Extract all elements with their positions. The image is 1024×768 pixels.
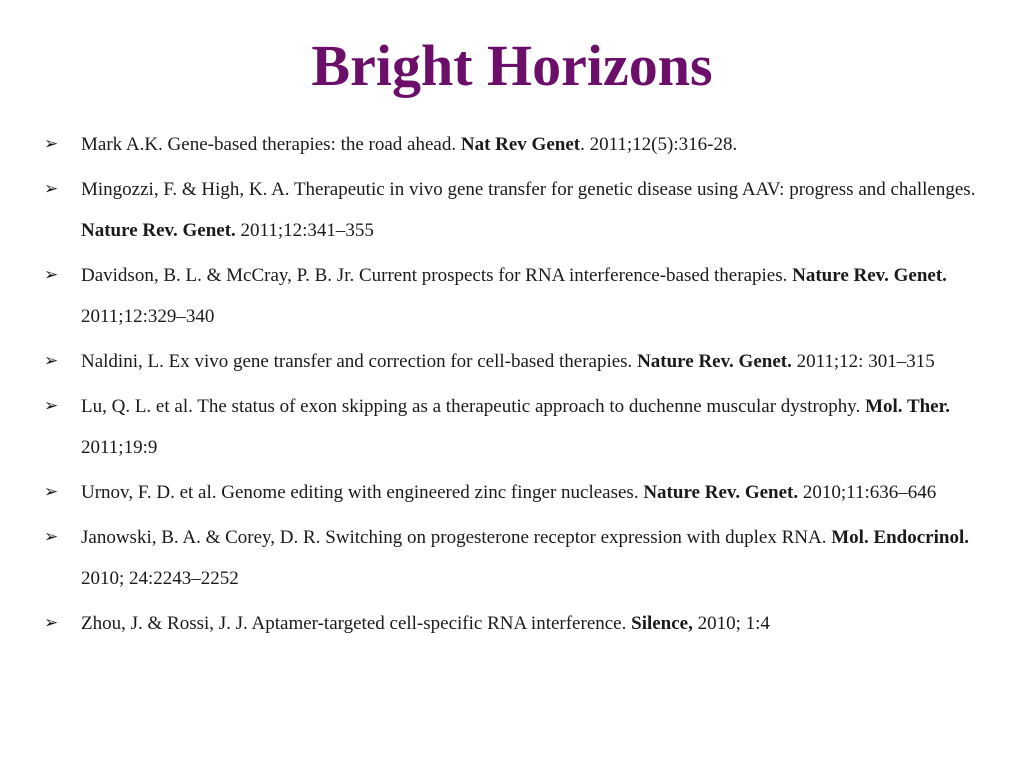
journal-name: Nature Rev. Genet. [643, 482, 799, 503]
reference-text: Mark A.K. Gene-based therapies: the road ahead. [81, 134, 461, 155]
reference-text: Lu, Q. L. et al. The status of exon skipping as a therapeutic approach to duchenne muscular dystrophy. [81, 396, 866, 417]
arrow-bullet-icon: ➢ [44, 265, 59, 285]
reference-item [44, 255, 994, 337]
reference-item [44, 169, 994, 251]
reference-text: Zhou, J. & Rossi, J. J. Aptamer-targeted cell-specific RNA interference. [81, 613, 632, 634]
reference-item [44, 472, 994, 513]
citation-details: 2010; 1:4 [692, 613, 770, 634]
arrow-bullet-icon: ➢ [44, 134, 59, 154]
reference-item [44, 341, 994, 382]
reference-text: Davidson, B. L. & McCray, P. B. Jr. Current prospects for RNA interference-based therapies. [81, 265, 793, 286]
arrow-bullet-icon: ➢ [44, 527, 59, 547]
journal-name: Silence, [631, 613, 693, 634]
reference-text: Mingozzi, F. & High, K. A. Therapeutic in vivo gene transfer for genetic disease using AAV: progress and challenges. [81, 179, 976, 200]
citation-details: . 2011;12(5):316-28. [580, 134, 738, 155]
citation-details: 2011;12:329–340 [81, 306, 215, 327]
citation-details: 2011;19:9 [81, 437, 158, 458]
reference-text: Urnov, F. D. et al. Genome editing with engineered zinc finger nucleases. [81, 482, 644, 503]
journal-name: Nature Rev. Genet. [81, 220, 236, 241]
journal-name: Mol. Ther. [865, 396, 951, 417]
arrow-bullet-icon: ➢ [44, 396, 59, 416]
citation-details: 2011;12:341–355 [235, 220, 374, 241]
reference-item [44, 124, 994, 165]
reference-text: Janowski, B. A. & Corey, D. R. Switching on progesterone receptor expression with duplex RNA. [81, 527, 832, 548]
journal-name: Nat Rev Genet [460, 134, 581, 155]
reference-item [44, 386, 994, 468]
citation-details: 2011;12: 301–315 [791, 351, 935, 372]
journal-name: Nature Rev. Genet. [637, 351, 792, 372]
reference-text: Naldini, L. Ex vivo gene transfer and correction for cell-based therapies. [81, 351, 638, 372]
reference-list [44, 124, 994, 648]
slide-title: Bright Horizons [311, 33, 713, 98]
citation-details: 2010;11:636–646 [798, 482, 937, 503]
arrow-bullet-icon: ➢ [44, 351, 59, 371]
arrow-bullet-icon: ➢ [44, 613, 59, 633]
reference-item [44, 517, 994, 599]
journal-name: Mol. Endocrinol. [831, 527, 969, 548]
reference-item [44, 603, 994, 644]
arrow-bullet-icon: ➢ [44, 179, 59, 199]
citation-details: 2010; 24:2243–2252 [81, 568, 239, 589]
journal-name: Nature Rev. Genet. [792, 265, 947, 286]
arrow-bullet-icon: ➢ [44, 482, 59, 502]
